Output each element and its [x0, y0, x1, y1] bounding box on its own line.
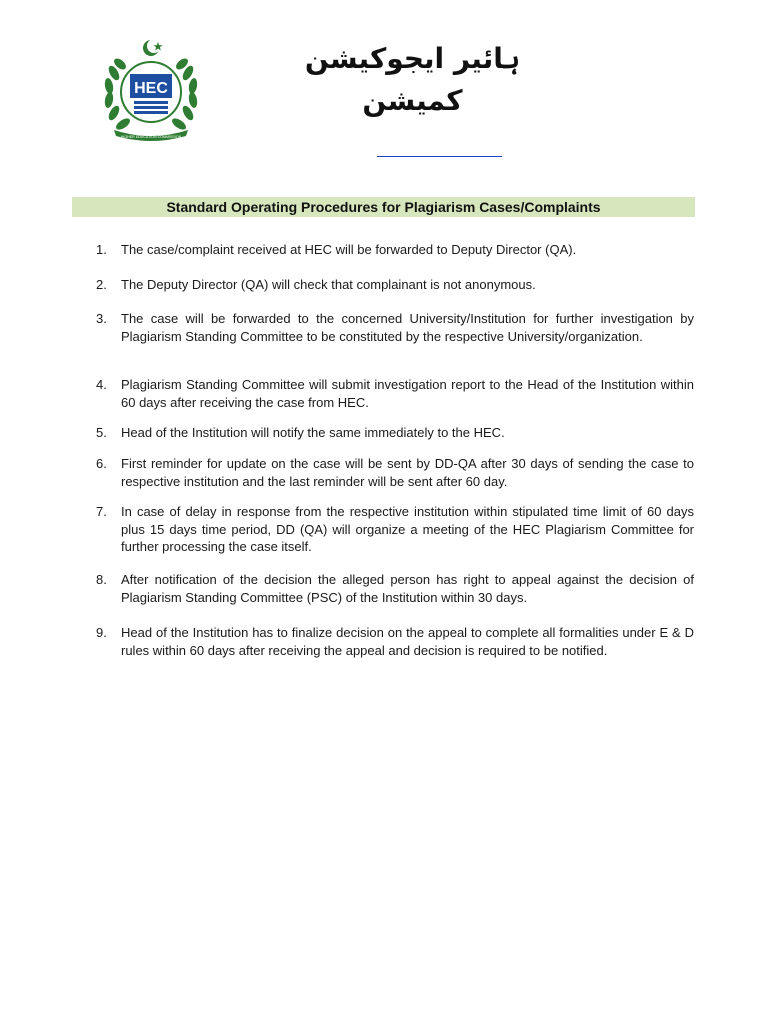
item-text: The case will be forwarded to the concerned University/Institution for further investigation by Plagiarism Standing Committee to be constituted by the respective University/organization. [121, 311, 694, 344]
item-text: The Deputy Director (QA) will check that complainant is not anonymous. [121, 277, 536, 292]
item-text: After notification of the decision the alleged person has right to appeal against the decision of Plagiarism Standing Committee (PSC) of the Institution within 30 days. [121, 572, 694, 605]
document-title: Standard Operating Procedures for Plagiarism Cases/Complaints [72, 197, 695, 217]
item-text: Head of the Institution will notify the same immediately to the HEC. [121, 425, 505, 440]
logo-ring-text: HIGHER EDUCATION COMMISSION [120, 135, 182, 139]
urdu-title: ہائیر ایجوکیشن کمیشن [304, 42, 521, 117]
item-text: Head of the Institution has to finalize decision on the appeal to complete all formalities under E & D rules within 60 days after receiving the appeal and decision is required to be notified. [121, 625, 694, 658]
item-text: The case/complaint received at HEC will be forwarded to Deputy Director (QA). [121, 242, 577, 257]
logo-text: HEC [134, 80, 168, 97]
item-number: 4. [96, 377, 107, 392]
item-text: Plagiarism Standing Committee will submit investigation report to the Head of the Institution within 60 days after receiving the case from HEC. [121, 377, 694, 410]
item-number: 7. [96, 504, 107, 519]
item-number: 3. [96, 311, 107, 326]
item-text: In case of delay in response from the respective institution within stipulated time limit of 60 days plus 15 days time period, DD (QA) will organize a meeting of the HEC Plagiarism Committee for further processing the case itself. [121, 504, 694, 554]
item-number: 6. [96, 456, 107, 471]
item-number: 8. [96, 572, 107, 587]
item-text: First reminder for update on the case will be sent by DD-QA after 30 days of sending the case to respective institution and the last reminder will be sent after 60 day. [121, 456, 694, 489]
item-number: 1. [96, 242, 107, 257]
item-number: 9. [96, 625, 107, 640]
item-number: 2. [96, 277, 107, 292]
item-number: 5. [96, 425, 107, 440]
